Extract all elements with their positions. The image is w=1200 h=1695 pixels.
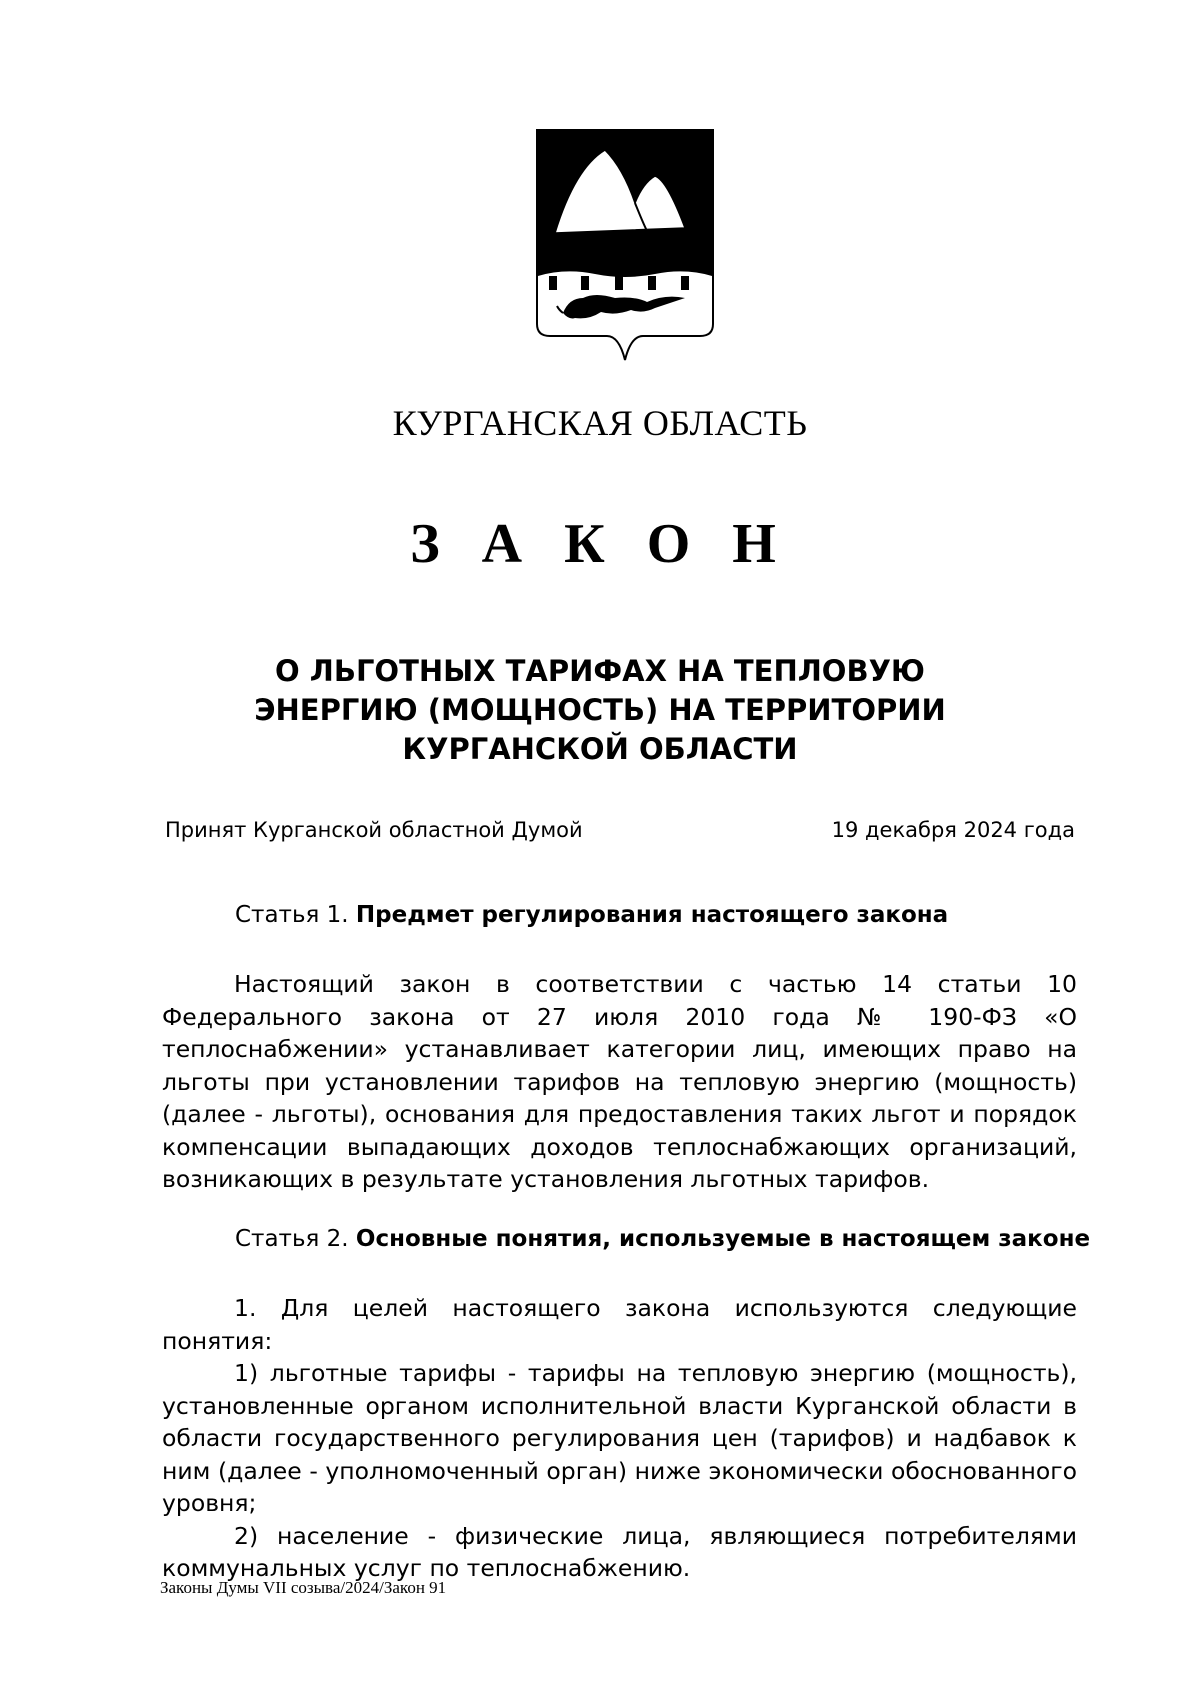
- document-type-heading: З А К О Н: [410, 513, 790, 575]
- article-paragraph: 1) льготные тарифы - тарифы на тепловую энергию (мощность), установленные органом исполнительной власти Курганской области в области государственного регулирования цен (тарифов) и надбавок к ним (далее - уполномоченный орган) ниже экономически обоснованного уровня;: [162, 1359, 1077, 1517]
- article-name: Предмет регулирования настоящего закона: [355, 902, 949, 928]
- article-number: Статья 1.: [235, 902, 349, 928]
- law-title-line: О ЛЬГОТНЫХ ТАРИФАХ НА ТЕПЛОВУЮ: [275, 654, 925, 688]
- article-1-body: [162, 968, 1077, 1196]
- article-2-body: [162, 1292, 1077, 1585]
- region-heading: КУРГАНСКАЯ ОБЛАСТЬ: [392, 403, 808, 443]
- article-paragraph: 2) население - физические лица, являющиеся потребителями коммунальных услуг по теплоснабжению.: [162, 1521, 1077, 1582]
- law-title-line: КУРГАНСКОЙ ОБЛАСТИ: [402, 732, 798, 766]
- adoption-date: 19 декабря 2024 года: [831, 818, 1075, 842]
- article-number: Статья 2.: [235, 1226, 349, 1252]
- article-paragraph: 1. Для целей настоящего закона используются следующие понятия:: [162, 1294, 1077, 1355]
- adopted-by-text: Принят Курганской областной Думой: [165, 818, 583, 842]
- footer-reference: Законы Думы VII созыва/2024/Закон 91: [160, 1578, 447, 1597]
- article-1-heading: [235, 902, 1100, 928]
- law-title-line: ЭНЕРГИЮ (МОЩНОСТЬ) НА ТЕРРИТОРИИ: [254, 693, 946, 727]
- article-2-heading: [235, 1226, 1100, 1252]
- adoption-line: [165, 818, 1075, 842]
- coat-of-arms-icon: [535, 128, 715, 368]
- article-name: Основные понятия, используемые в настоящем законе: [355, 1226, 1091, 1252]
- article-paragraph: Настоящий закон в соответствии с частью 14 статьи 10 Федерального закона от 27 июля 2010 года № 190-ФЗ «О теплоснабжении» устанавливает категории лиц, имеющих право на льготы при установлении тарифов на тепловую энергию (мощность) (далее - льготы), основания для предоставления таких льгот и порядок компенсации выпадающих доходов теплоснабжающих организаций, возникающих в результате установления льготных тарифов.: [162, 970, 1077, 1193]
- law-title: [0, 652, 1200, 769]
